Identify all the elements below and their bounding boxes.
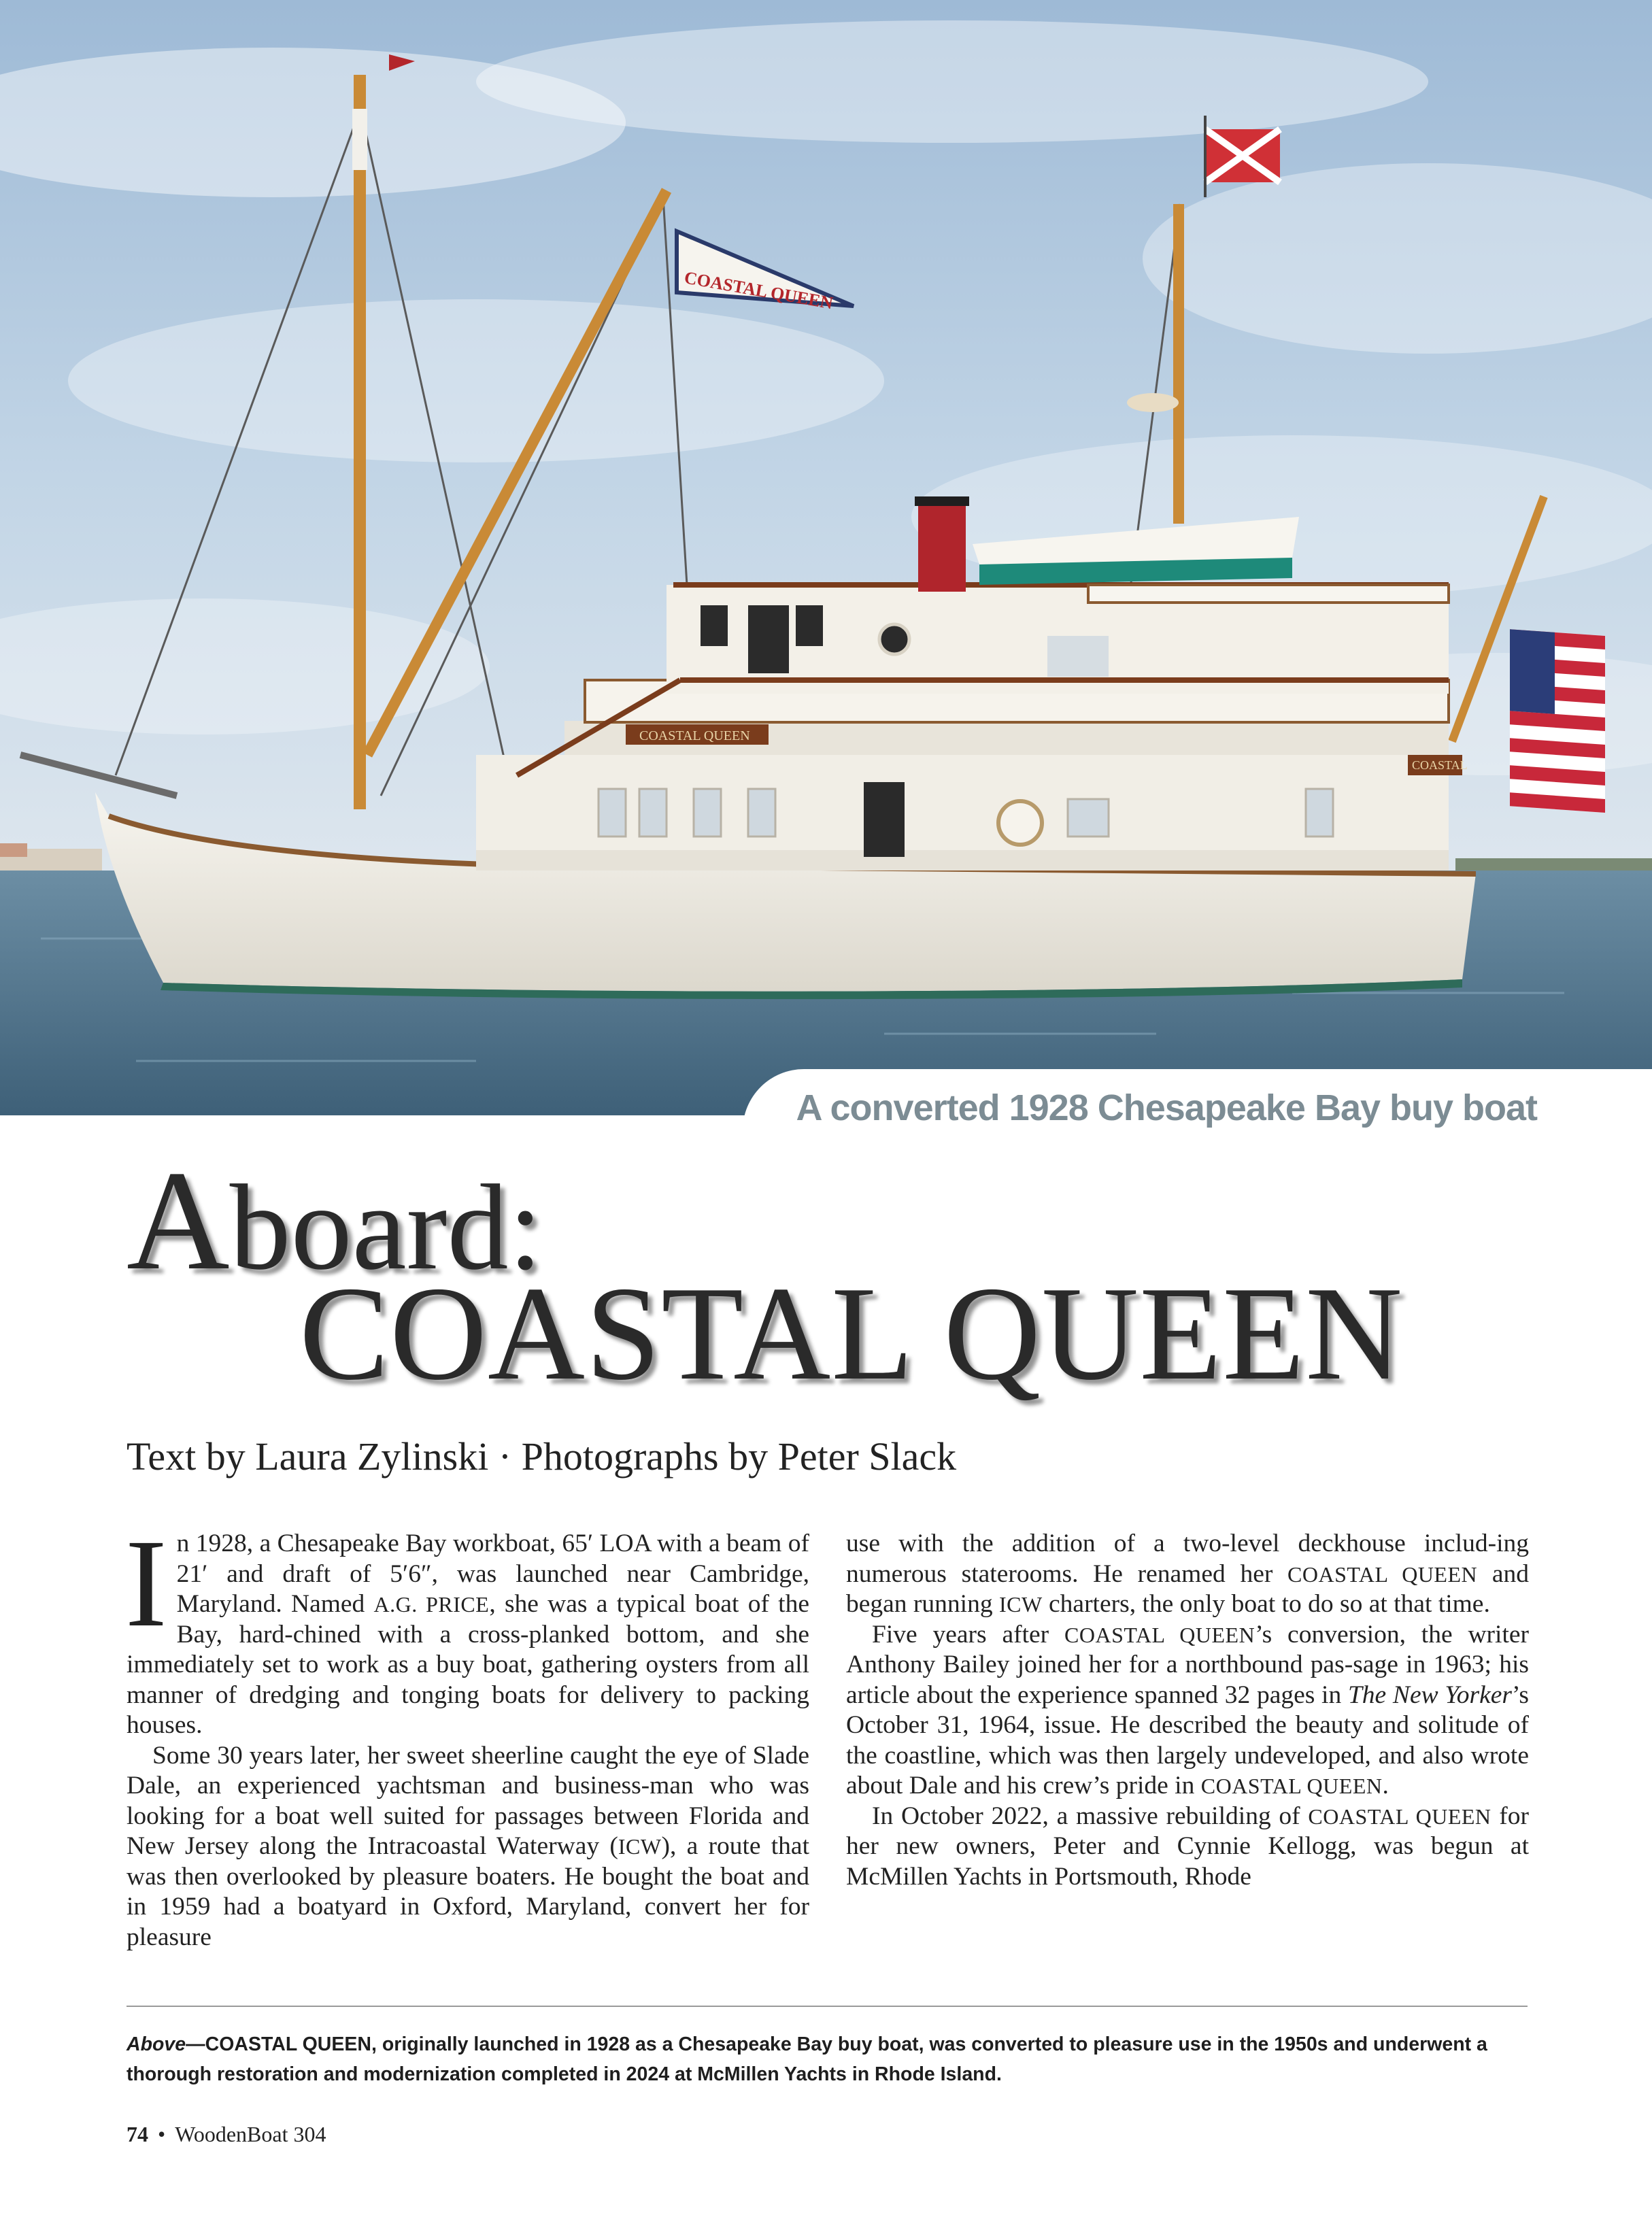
- text-run: ’s October 31, 1964, issue. He described the beauty and solitude of the coastline, which was then largely undeveloped, and also wrote about Dale and his crew’s pride in: [846, 1680, 1529, 1800]
- title-kicker-rest: board:: [229, 1160, 543, 1295]
- article-column-1: [125, 1514, 809, 1953]
- boat-name: COASTAL QUEEN: [1287, 1561, 1478, 1587]
- paragraph: [846, 1802, 1529, 1893]
- text-run: Some 30 years later, her sweet sheerline caught the eye of Slade Dale, an experienced yachtsman and business-man who was looking for a boat well suited for passages between Florida and New Jersey along the Intracoastal Waterway (: [127, 1741, 809, 1860]
- text-run: ’s conversion, the writer Anthony Bailey joined her for a northbound pas-sage in 1963; his article about the experience spanned 32 pages in: [846, 1620, 1529, 1709]
- pennant-text: COASTAL QUEEN: [682, 267, 835, 314]
- abbreviation: ICW: [998, 1592, 1043, 1617]
- paragraph: [127, 1741, 809, 1953]
- text-run: , she was a typical boat of the Bay, hard-chined with a cross-planked bottom, and she immediately set to work as a buy boat, gathering oysters from all manner of dredging and tonging boats for delivery to packing houses.: [127, 1590, 809, 1739]
- caption-lead: Above: [127, 2033, 186, 2055]
- tagline: A converted 1928 Chesapeake Bay buy boat: [796, 1087, 1537, 1128]
- paragraph: [846, 1620, 1529, 1802]
- text-run: n 1928, a Chesapeake Bay workboat, 65′ LOA with a beam of 21′ and draft of 5′6″, was launched near Cambridge, Maryland. Named: [176, 1530, 809, 1618]
- text-run: use with the addition of a two-level deckhouse includ-ing numerous staterooms. He renamed her: [846, 1530, 1529, 1588]
- footer-separator: •: [158, 2122, 166, 2146]
- title-headline: COASTAL QUEEN: [299, 1259, 1404, 1408]
- page-footer: [127, 2122, 326, 2147]
- text-run: .: [1382, 1772, 1389, 1800]
- publication-name: WoodenBoat 304: [175, 2122, 326, 2146]
- article-column-2: [846, 1529, 1529, 1892]
- side-nameboard: COASTAL: [1412, 758, 1468, 772]
- paragraph: [846, 1529, 1529, 1620]
- text-run: charters, the only boat to do so at that time.: [1042, 1590, 1490, 1618]
- bow-nameboard: COASTAL QUEEN: [639, 728, 750, 743]
- boat-name: COASTAL QUEEN: [1308, 1804, 1491, 1829]
- caption-text: —COASTAL QUEEN, originally launched in 1928 as a Chesapeake Bay buy boat, was converted to pleasure use in the 1950s and underwent a thorough restoration and modernization completed in 2024 at McMillen Yachts in Rhode Island.: [127, 2033, 1487, 2085]
- paragraph: [125, 1514, 809, 1741]
- text-run: for her new owners, Peter and Cynnie Kellogg, was begun at McMillen Yachts in Portsmouth, Rhode: [846, 1802, 1529, 1891]
- magazine-title: The New Yorker: [1347, 1680, 1512, 1709]
- drop-cap: I: [125, 1514, 167, 1653]
- text-run: ), a route that was then overlooked by pleasure boaters. He bought the boat and in 1959 had a boatyard in Oxford, Maryland, convert her for pleasure: [127, 1832, 809, 1951]
- text-run: Five years after: [872, 1620, 1064, 1649]
- text-run: In October 2022, a massive rebuilding of: [872, 1802, 1309, 1830]
- text-run: and began running: [846, 1559, 1530, 1618]
- boat-name: COASTAL QUEEN: [1064, 1622, 1255, 1647]
- photo-caption: [127, 2029, 1528, 2089]
- abbreviation: ICW: [618, 1834, 662, 1859]
- page-number: 74: [127, 2122, 148, 2146]
- caption-divider: [127, 2006, 1528, 2007]
- boat-name: COASTAL QUEEN: [1200, 1774, 1383, 1798]
- title-kicker-initial: A: [127, 1142, 230, 1300]
- boat-name: A.G. PRICE: [373, 1592, 490, 1617]
- byline: Text by Laura Zylinski · Photographs by Peter Slack: [127, 1434, 957, 1479]
